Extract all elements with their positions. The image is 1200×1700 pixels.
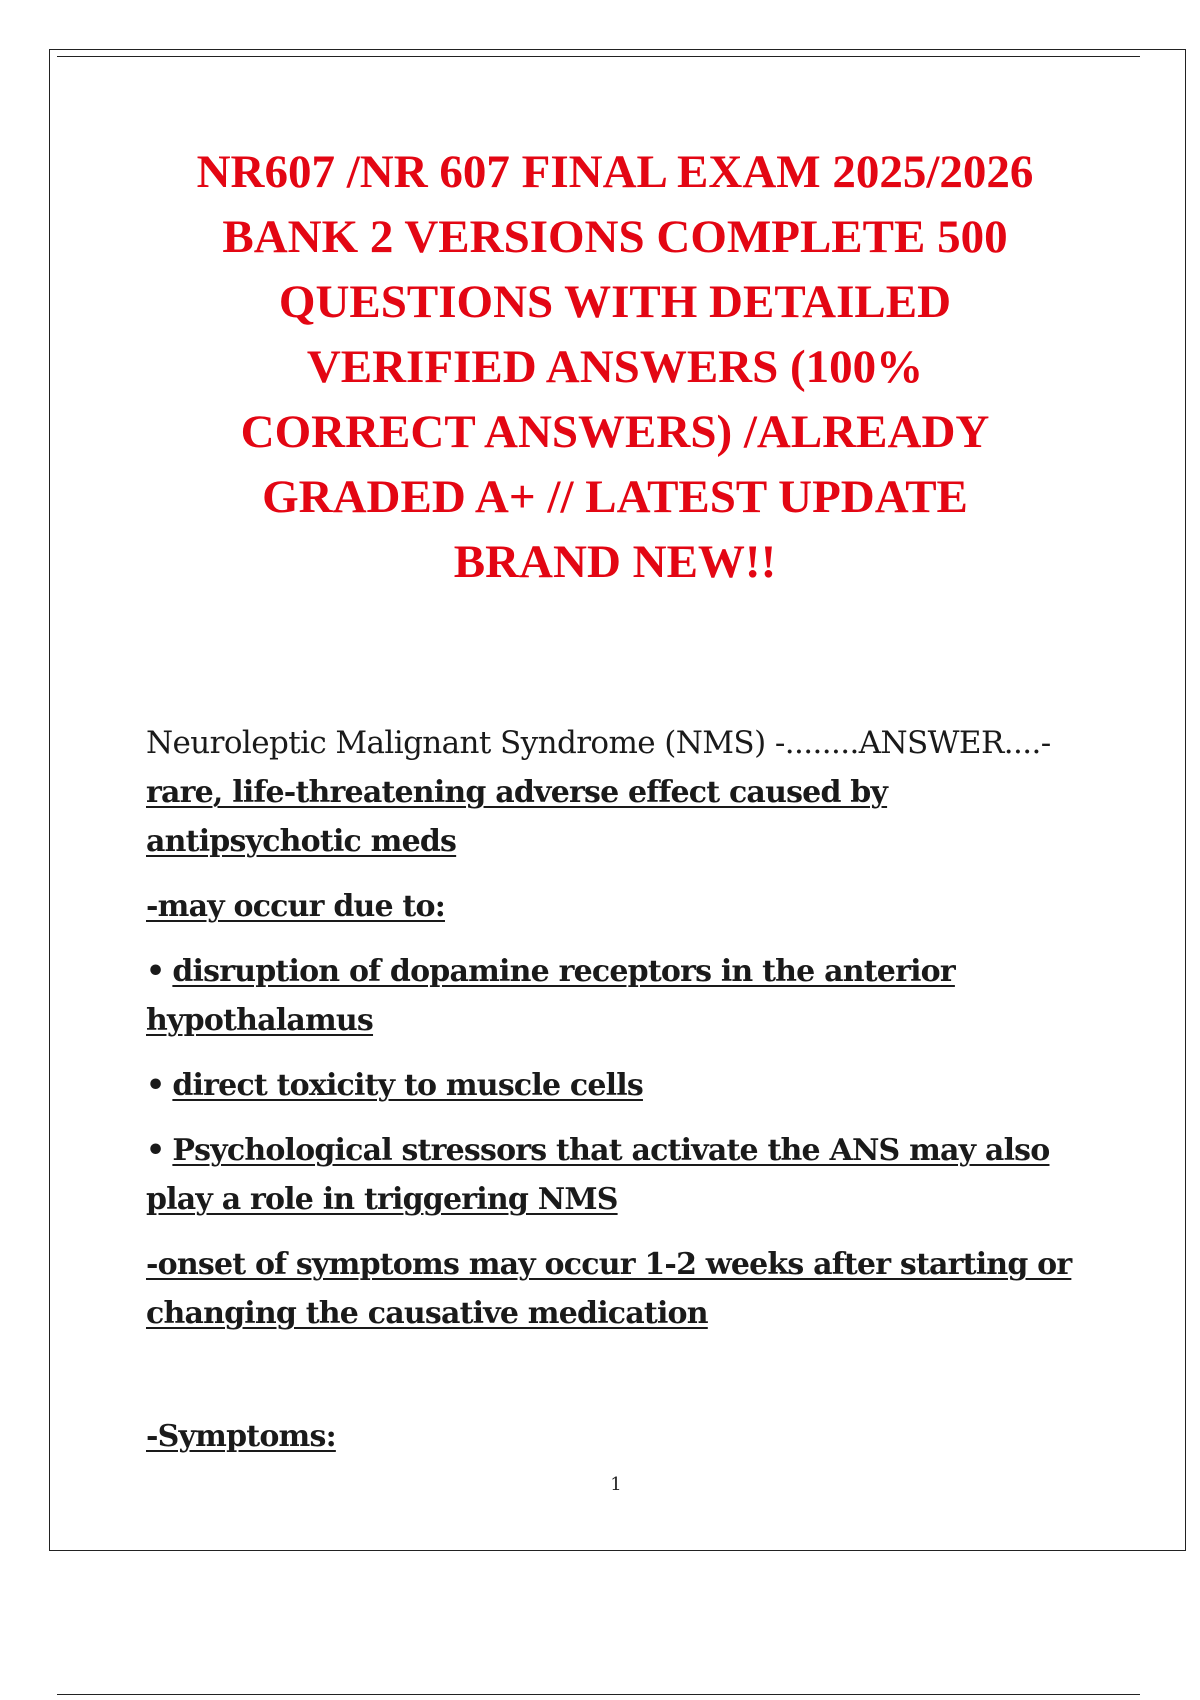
- cause-text: direct toxicity to muscle cells: [172, 1068, 643, 1103]
- bullet-icon: •: [146, 1133, 165, 1168]
- title-line: VERIFIED ANSWERS (100%: [306, 341, 924, 393]
- answer-intro: rare, life-threatening adverse effect caused by antipsychotic meds: [146, 775, 888, 859]
- title-line: CORRECT ANSWERS) /ALREADY: [240, 406, 990, 458]
- bottom-rule: [57, 1694, 1140, 1695]
- spacer: [146, 1354, 1106, 1412]
- document-title: [120, 140, 1110, 595]
- top-rule: [57, 56, 1140, 57]
- cause-text: disruption of dopamine receptors in the anterior hypothalamus: [146, 954, 955, 1038]
- cause-text: Psychological stressors that activate the ANS may also play a role in triggering NMS: [146, 1133, 1050, 1217]
- title-line: BRAND NEW!!: [453, 536, 777, 588]
- cause-item: [146, 1061, 1106, 1110]
- cause-item: [146, 1126, 1106, 1224]
- document-body: [146, 718, 1106, 1477]
- symptoms-label: -Symptoms:: [146, 1419, 336, 1454]
- may-occur-label: -may occur due to:: [146, 889, 445, 924]
- title-line: GRADED A+ // LATEST UPDATE: [262, 471, 968, 523]
- question-text: Neuroleptic Malignant Syndrome (NMS) -........ANSWER....-: [146, 725, 1051, 761]
- page-number: 1: [610, 1474, 622, 1495]
- title-line: QUESTIONS WITH DETAILED: [278, 276, 952, 328]
- onset-text: -onset of symptoms may occur 1-2 weeks after starting or changing the causative medication: [146, 1247, 1072, 1331]
- title-line: NR607 /NR 607 FINAL EXAM 2025/2026: [196, 146, 1034, 198]
- cause-item: [146, 947, 1106, 1045]
- title-line: BANK 2 VERSIONS COMPLETE 500: [222, 211, 1008, 263]
- bullet-icon: •: [146, 954, 165, 989]
- bullet-icon: •: [146, 1068, 165, 1103]
